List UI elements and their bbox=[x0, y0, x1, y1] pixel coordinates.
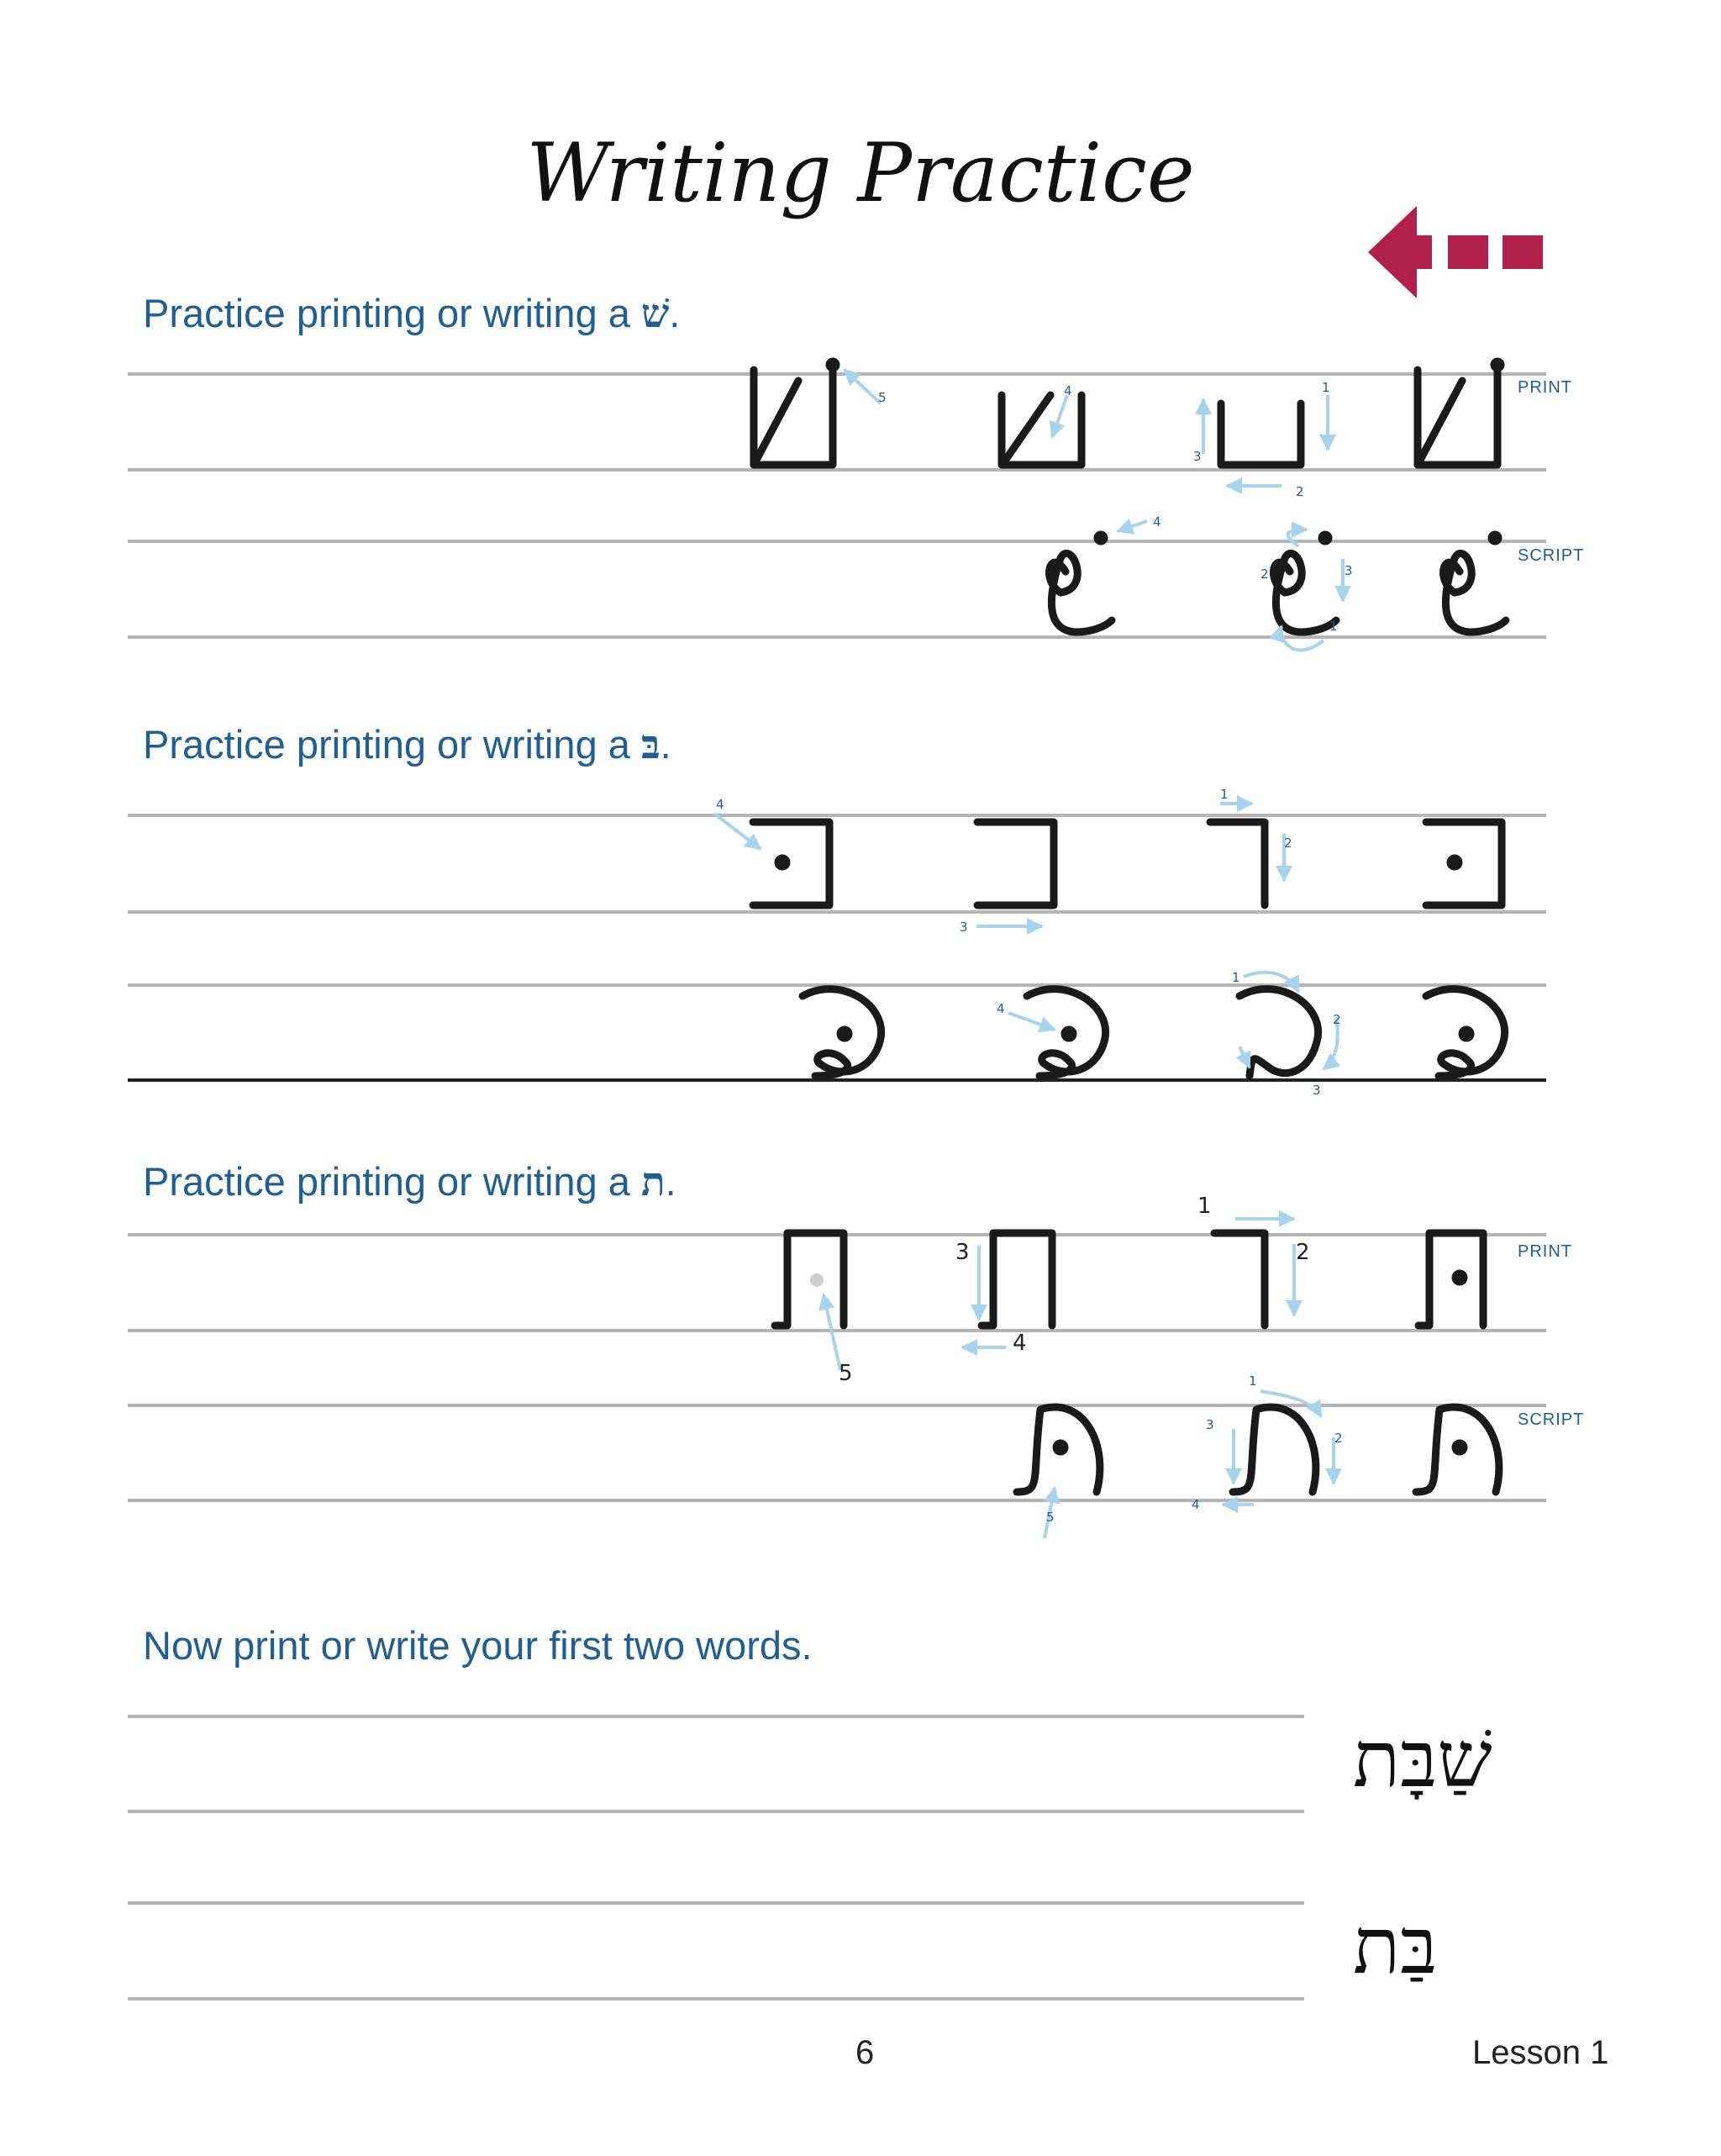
shin-print-model bbox=[1221, 403, 1301, 465]
stroke-number: 2 bbox=[1296, 484, 1304, 499]
script-label: SCRIPT bbox=[1518, 546, 1585, 565]
tav-print-model bbox=[1214, 1233, 1265, 1326]
tav-script-model bbox=[1416, 1407, 1499, 1492]
stroke-number: 4 bbox=[1064, 383, 1072, 398]
stroke-number: 2 bbox=[1333, 1012, 1341, 1027]
stroke-number: 1 bbox=[1329, 619, 1338, 634]
stroke-number: 4 bbox=[1013, 1331, 1027, 1356]
bet-script-model bbox=[803, 989, 882, 1076]
shin-script-model bbox=[1444, 535, 1506, 632]
word-shabbat: שַׁבָּת bbox=[1353, 1715, 1492, 1805]
stroke-number: 3 bbox=[1313, 1083, 1321, 1098]
stroke-number: 1 bbox=[1220, 787, 1229, 802]
stroke-number: 5 bbox=[1046, 1510, 1055, 1525]
bet-print-model bbox=[977, 822, 1054, 905]
stroke-number: 2 bbox=[1296, 1240, 1310, 1265]
dot-guide bbox=[810, 1273, 824, 1287]
stroke-number: 3 bbox=[1206, 1417, 1214, 1432]
bet-print-model bbox=[1210, 822, 1265, 905]
shin-script-model bbox=[1274, 535, 1336, 632]
page-number: 6 bbox=[855, 2034, 875, 2071]
stroke-number: 5 bbox=[839, 1361, 853, 1386]
tav-script-model bbox=[1233, 1407, 1316, 1492]
tav-print-model bbox=[982, 1233, 1052, 1326]
stroke-number: 3 bbox=[960, 920, 968, 935]
shin-print-model bbox=[754, 361, 836, 465]
tav-script-model bbox=[1017, 1407, 1100, 1492]
stroke-number: 1 bbox=[1322, 380, 1330, 395]
tav-print-model bbox=[775, 1233, 844, 1326]
stroke-number: 4 bbox=[716, 797, 724, 812]
stroke-arrows bbox=[714, 370, 1343, 1538]
stroke-number: 4 bbox=[1192, 1497, 1200, 1512]
lesson-label: Lesson 1 bbox=[1472, 2034, 1609, 2071]
stroke-number: 1 bbox=[1232, 970, 1240, 985]
shin-script-model bbox=[1050, 535, 1112, 632]
script-label: SCRIPT bbox=[1518, 1410, 1585, 1429]
section-instruction-shin: Practice printing or writing a שׁ. bbox=[143, 291, 681, 337]
page-title: Writing Practice bbox=[526, 126, 1195, 220]
print-label: PRINT bbox=[1518, 378, 1572, 397]
stroke-number: 1 bbox=[1249, 1373, 1257, 1389]
tav-print-model bbox=[1418, 1233, 1483, 1326]
stroke-number: 4 bbox=[1153, 514, 1161, 530]
stroke-number: 4 bbox=[997, 1001, 1005, 1016]
words-instruction: Now print or write your first two words. bbox=[143, 1623, 813, 1668]
bet-print-model bbox=[753, 822, 829, 905]
stroke-number: 2 bbox=[1260, 567, 1269, 582]
stroke-numbers bbox=[716, 380, 1353, 1525]
stroke-number: 2 bbox=[1284, 836, 1292, 851]
stroke-number: 3 bbox=[1345, 563, 1353, 578]
stroke-number: 5 bbox=[878, 390, 887, 405]
section-instruction-tav: Practice printing or writing a ת. bbox=[143, 1159, 676, 1205]
word-bat: בַּת bbox=[1353, 1901, 1438, 1991]
stroke-number: 3 bbox=[955, 1240, 970, 1265]
bet-script-model bbox=[1239, 989, 1318, 1076]
stroke-number: 2 bbox=[1334, 1431, 1343, 1446]
shin-print-model bbox=[1418, 361, 1501, 465]
bet-print-model bbox=[1426, 822, 1502, 905]
section-instruction-bet: Practice printing or writing a בּ. bbox=[143, 722, 671, 768]
print-label: PRINT bbox=[1518, 1242, 1572, 1261]
bet-script-model bbox=[1426, 989, 1505, 1076]
bet-script-model bbox=[1027, 989, 1106, 1076]
stroke-number: 3 bbox=[1193, 449, 1202, 464]
stroke-number: 1 bbox=[1197, 1194, 1212, 1219]
shin-print-model bbox=[1002, 395, 1082, 465]
